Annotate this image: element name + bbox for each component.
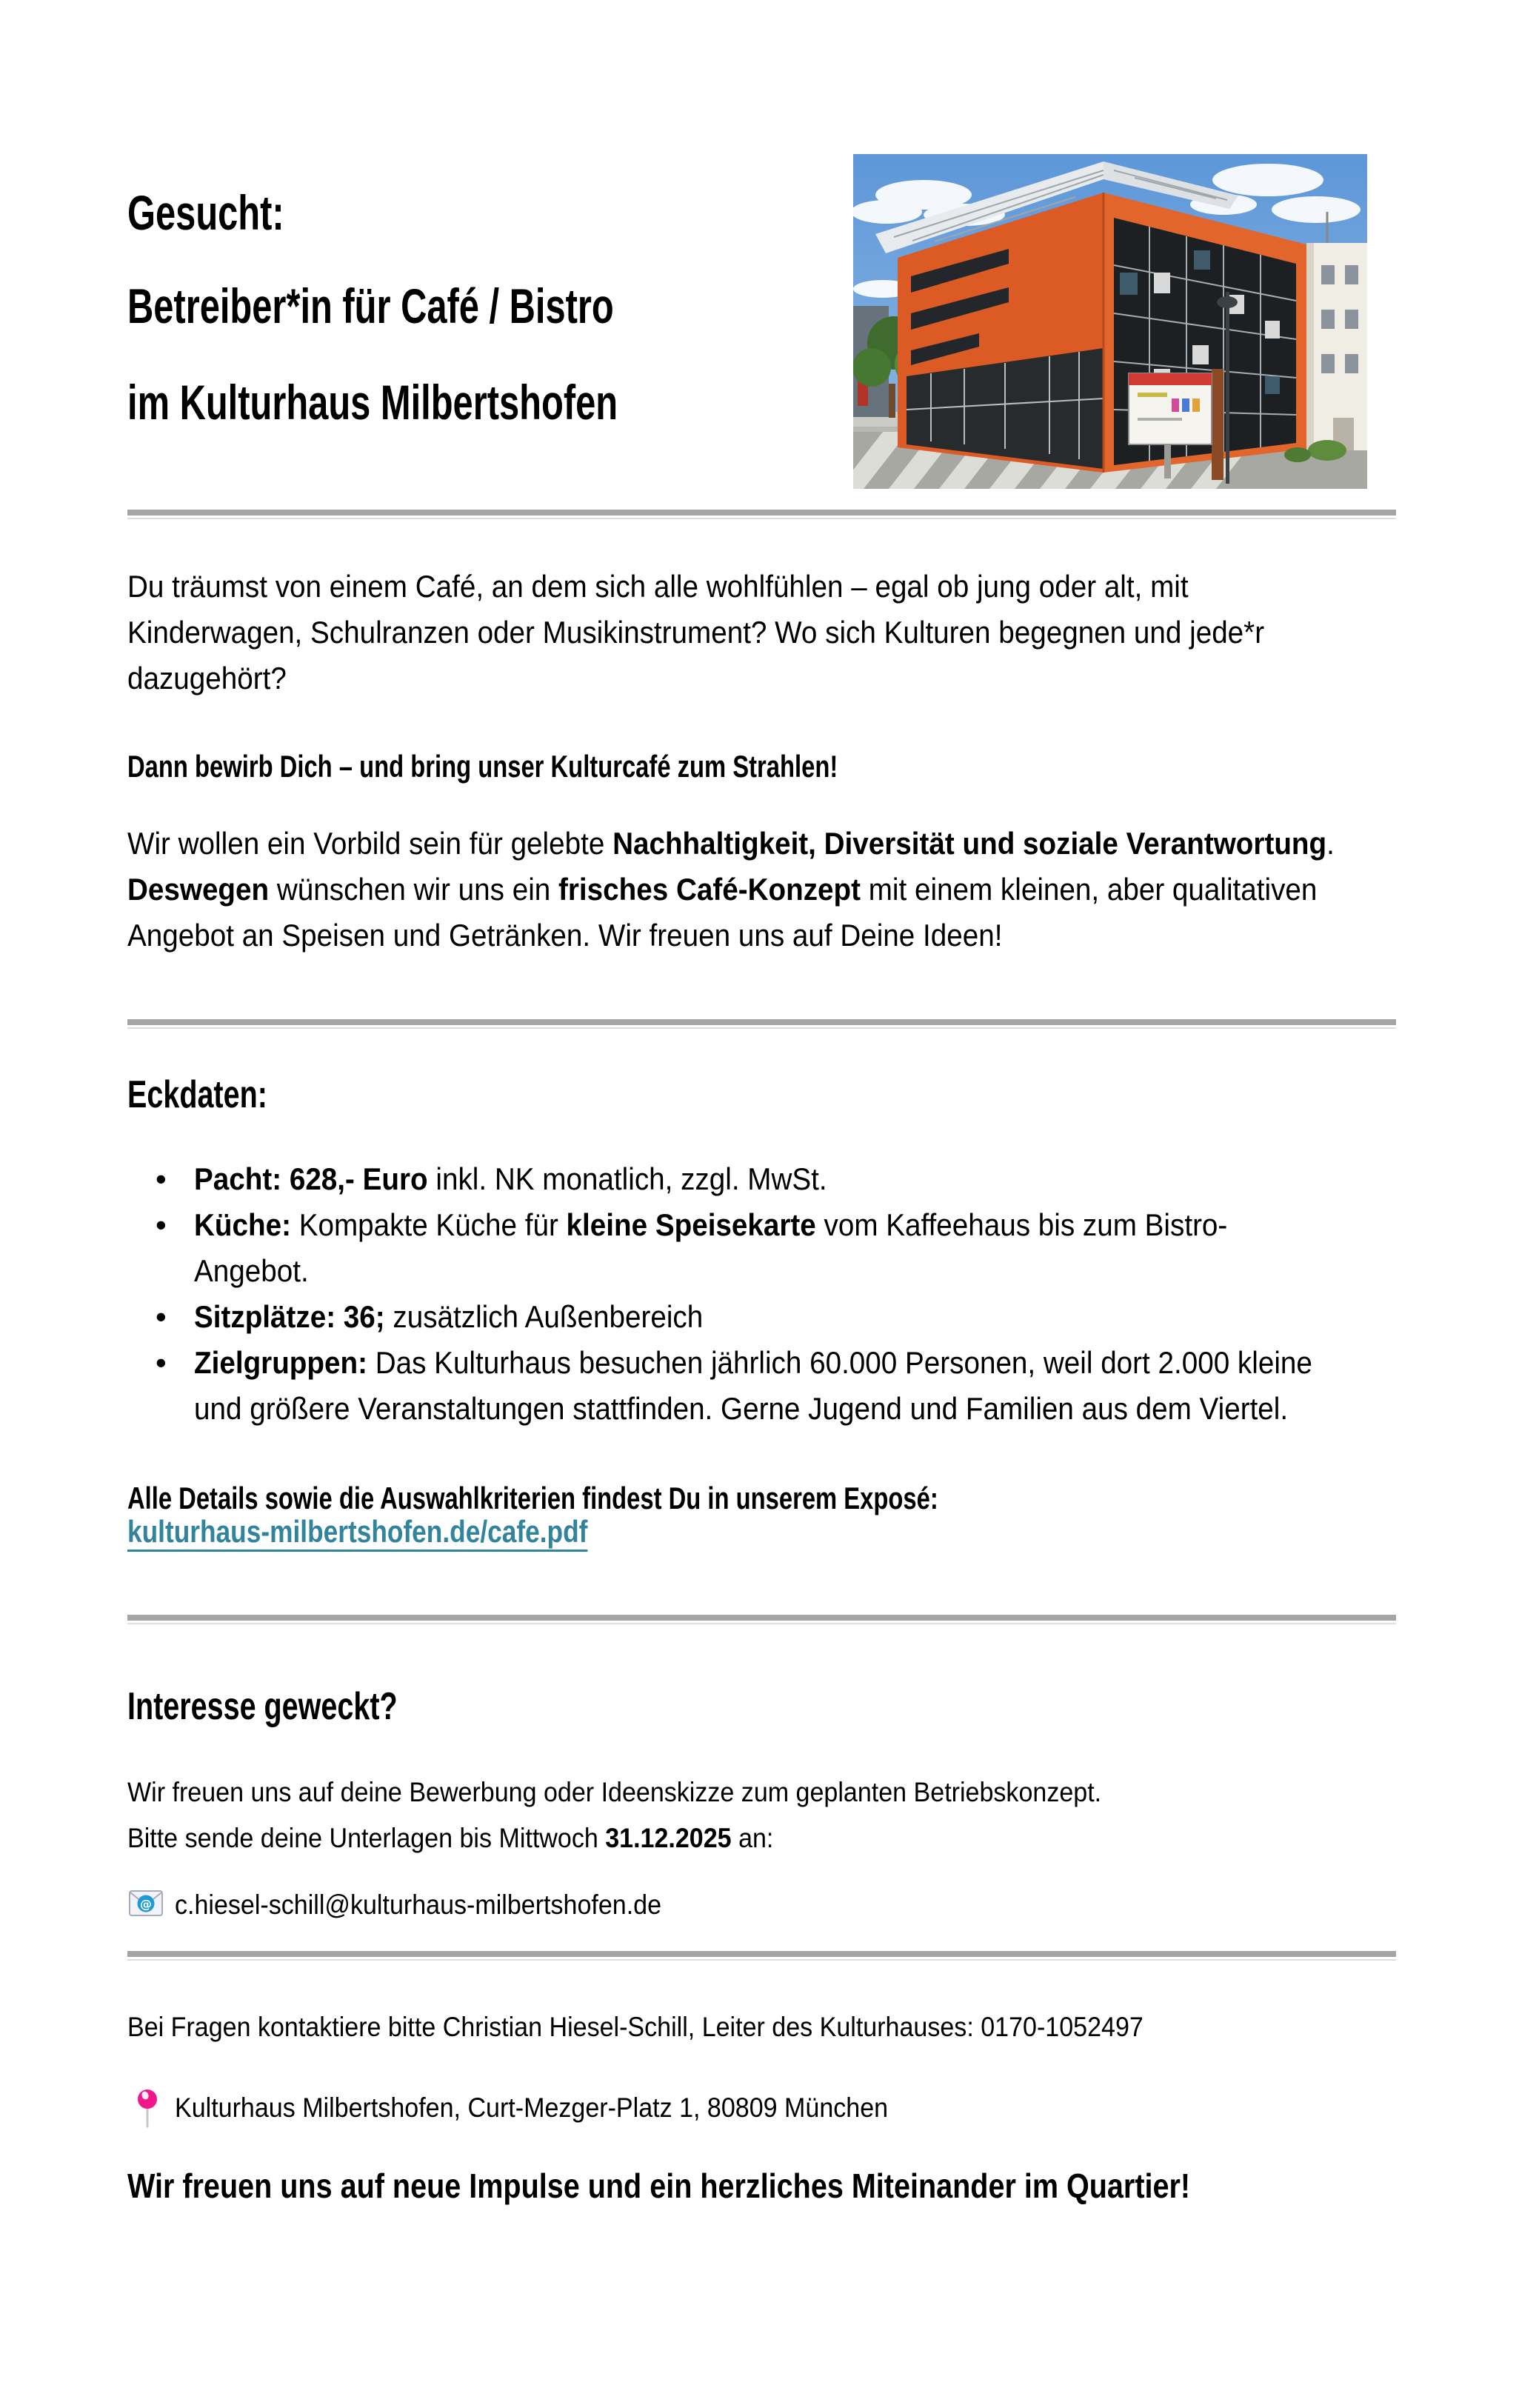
- apply-line-2: Bitte sende deine Unterlagen bis Mittwoch 31.12.2025 an:: [127, 1823, 774, 1853]
- bullet-marker: •: [156, 1161, 167, 1196]
- mission-line-3: Angebot an Speisen und Getränken. Wir freuen uns auf Deine Ideen!: [127, 918, 1003, 953]
- page-title-line-2: Betreiber*in für Café / Bistro: [127, 279, 614, 333]
- mission-line-2: Deswegen wünschen wir uns ein frisches Café-Konzept mit einem kleinen, aber qualitativen: [127, 872, 1318, 907]
- contact-line: Bei Fragen kontaktiere bitte Christian Hiesel-Schill, Leiter des Kulturhauses: 0170-1052497: [127, 2012, 1144, 2042]
- expose-link[interactable]: [127, 1516, 675, 1547]
- page-title-line-3: im Kulturhaus Milbertshofen: [127, 375, 618, 430]
- apply-line-1: Wir freuen uns auf deine Bewerbung oder Ideenskizze zum geplanten Betriebskonzept.: [127, 1777, 1102, 1807]
- bullet-marker: •: [156, 1299, 167, 1334]
- apply-paragraph: [127, 1770, 1186, 1861]
- email-address: c.hiesel-schill@kulturhaus-milbertshofen.de: [175, 1890, 662, 1920]
- horizontal-rule-3: [127, 1615, 1396, 1621]
- document-page: Gesucht: Betreiber*in für Café / Bistro im Kulturhaus Milbertshofen Du träumst von einem Café, an dem sich alle wohlfühlen – egal ob jung oder alt, mit Kinderwagen, Schulranzen oder Musikinstrument? Wo sich Kulturen begegnen und jede*r dazugehört? Dann bewirb Dich – und bring unser Kulturcafé zum Strahlen! Wir wollen ein Vorbild sein für gelebte Nachhaltigkeit, Diversität und soziale Verantwortung. Deswegen wünschen wir uns ein frisches Café-Konzept mit einem kleinen, aber qualitativen Angebot an Speisen und Getränken. Wir freuen uns auf Deine Ideen! Eckdaten: • Pacht: 628,- Euro inkl. NK monatlich, zzgl. MwSt. • Küche: Kompakte Küche für kleine Speisekarte vom Kaffeehaus bis zum Bistro- Angebot. • Sitzplätze: 36; zusätzlich Außenbereich • Zielgruppen: Das Kulturhaus besuchen jährlich 60.000 Personen, weil dort 2.000 kleine und größere Veranstaltungen stattfinden. Gerne Jugend und Familien aus dem Viertel. Alle Details sowie die Auswahlkriterien findest Du in unserem Exposé: kulturhaus-milbertshofen.de/cafe.pdf Interesse geweckt? Wir freuen uns auf deine Bewerbung oder Ideenskizze zum geplanten Betriebskonzept. Bitte sende deine Unterlagen bis Mittwoch 31.12.2025 an: @ c.hiesel-schill@kulturhaus-milbertshofen.de Bei Fragen kontaktiere bitte Christian Hiesel-Schill, Leiter des Kulturhauses: 0170-1052497 Kulturhaus Milbertshofen, Curt-Mezger-Platz 1, 80809 München Wir freuen uns auf neue Impulse und ein herzliches Miteinander im Quartier!: [0, 0, 1519, 2408]
- bullet-marker: •: [156, 1207, 167, 1242]
- horizontal-rule-2: [127, 1019, 1396, 1025]
- cta-line: Dann bewirb Dich – und bring unser Kulturcafé zum Strahlen!: [127, 749, 838, 784]
- intro-line-1: Du träumst von einem Café, an dem sich alle wohlfühlen – egal ob jung oder alt, mit: [127, 569, 1189, 604]
- expose-link-text[interactable]: kulturhaus-milbertshofen.de/cafe.pdf: [127, 1514, 588, 1549]
- email-icon: [129, 1889, 163, 1918]
- intro-paragraph: [127, 564, 1363, 701]
- address-line: Kulturhaus Milbertshofen, Curt-Mezger-Platz 1, 80809 München: [175, 2092, 889, 2123]
- horizontal-rule-4: [127, 1951, 1396, 1957]
- closing-line: Wir freuen uns auf neue Impulse und ein herzliches Miteinander im Quartier!: [127, 2167, 1191, 2205]
- mission-paragraph: [127, 821, 1440, 958]
- mission-line-1: Wir wollen ein Vorbild sein für gelebte Nachhaltigkeit, Diversität und soziale Verantwortung.: [127, 826, 1335, 861]
- page-title-line-1: Gesucht:: [127, 185, 284, 240]
- horizontal-rule-1: [127, 510, 1396, 516]
- eckdaten-heading: Eckdaten:: [127, 1073, 267, 1116]
- svg-text:@: @: [140, 1897, 152, 1911]
- intro-line-3: dazugehört?: [127, 661, 287, 696]
- expose-lead: Alle Details sowie die Auswahlkriterien findest Du in unserem Exposé:: [127, 1481, 938, 1515]
- bullet-marker: •: [156, 1345, 167, 1380]
- pushpin-icon: [136, 2088, 158, 2129]
- kulturhaus-photo: [853, 154, 1367, 489]
- intro-line-2: Kinderwagen, Schulranzen oder Musikinstrument? Wo sich Kulturen begegnen und jede*r: [127, 615, 1265, 650]
- interest-heading: Interesse geweckt?: [127, 1685, 398, 1728]
